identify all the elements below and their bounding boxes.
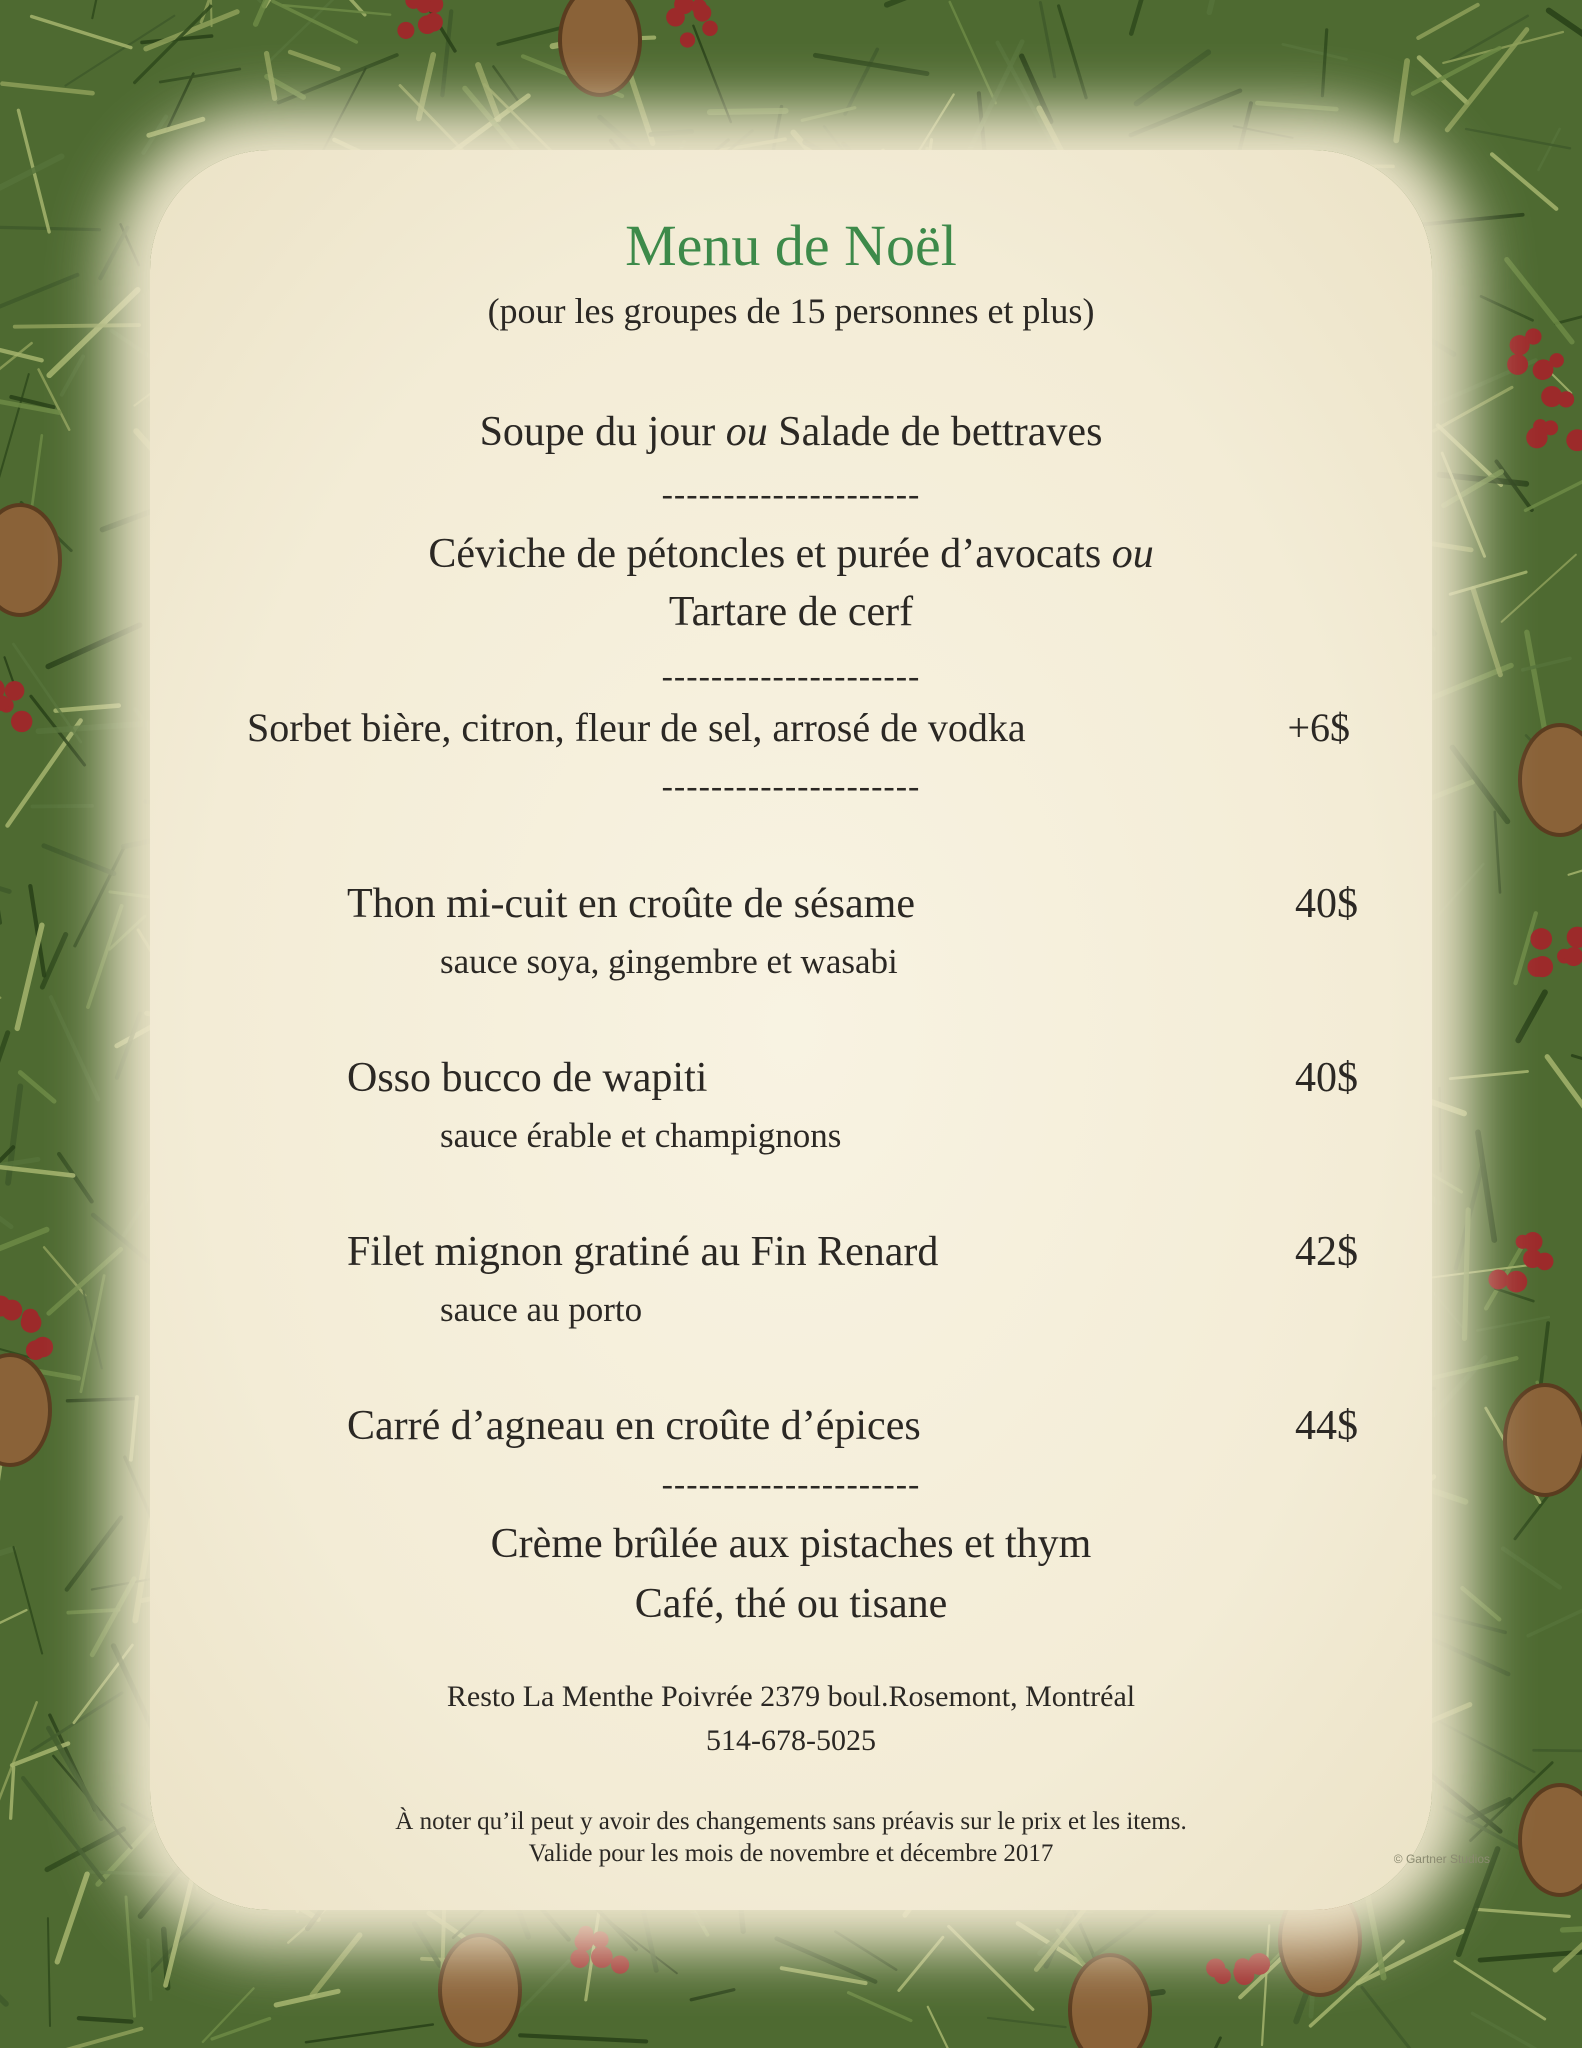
separator-1: --------------------- <box>661 476 921 513</box>
main-2-sauce: sauce érable et champignons <box>440 1116 842 1155</box>
main-1-price: 40$ <box>1295 881 1358 927</box>
separator-2: --------------------- <box>661 658 921 695</box>
sorbet-price: +6$ <box>1287 705 1350 750</box>
main-2-price: 40$ <box>1295 1055 1358 1101</box>
menu-title: Menu de Noël <box>625 213 957 278</box>
separator-3: --------------------- <box>661 768 921 805</box>
starter-option-1: Soupe du jour <box>479 409 716 455</box>
validity-note: Valide pour les mois de novembre et décembre 2017 <box>528 1840 1054 1867</box>
starter-option-2: Salade de bettraves <box>778 409 1103 455</box>
main-3-sauce: sauce au porto <box>440 1290 643 1329</box>
sorbet-name: Sorbet bière, citron, fleur de sel, arrosé de vodka <box>247 705 1026 750</box>
entree-option-1: Céviche de pétoncles et purée d’avocats <box>428 531 1102 577</box>
dessert-line-1: Crème brûlée aux pistaches et thym <box>490 1521 1092 1567</box>
restaurant-phone: 514-678-5025 <box>706 1724 876 1757</box>
main-3-price: 42$ <box>1295 1229 1358 1275</box>
artwork-credit: © Gartner Studios <box>1393 1852 1490 1866</box>
disclaimer-note: À noter qu’il peut y avoir des changements sans préavis sur le prix et les items. <box>395 1808 1187 1835</box>
main-4-price: 44$ <box>1295 1403 1358 1449</box>
starter-line <box>0 408 1582 456</box>
entree-or: ou <box>1111 531 1154 577</box>
main-4-name: Carré d’agneau en croûte d’épices <box>347 1403 921 1449</box>
dessert-line-2: Café, thé ou tisane <box>634 1581 948 1627</box>
entree-option-2: Tartare de cerf <box>668 589 914 635</box>
main-3-name: Filet mignon gratiné au Fin Renard <box>347 1229 939 1275</box>
separator-4: --------------------- <box>661 1466 921 1503</box>
restaurant-address: Resto La Menthe Poivrée 2379 boul.Rosemont, Montréal <box>446 1680 1136 1713</box>
main-2-name: Osso bucco de wapiti <box>347 1055 708 1101</box>
menu-subtitle: (pour les groupes de 15 personnes et plus) <box>487 291 1095 331</box>
starter-or: ou <box>725 409 768 455</box>
main-1-name: Thon mi-cuit en croûte de sésame <box>347 881 915 927</box>
main-1-sauce: sauce soya, gingembre et wasabi <box>440 942 898 981</box>
entree-line-1 <box>0 530 1582 578</box>
